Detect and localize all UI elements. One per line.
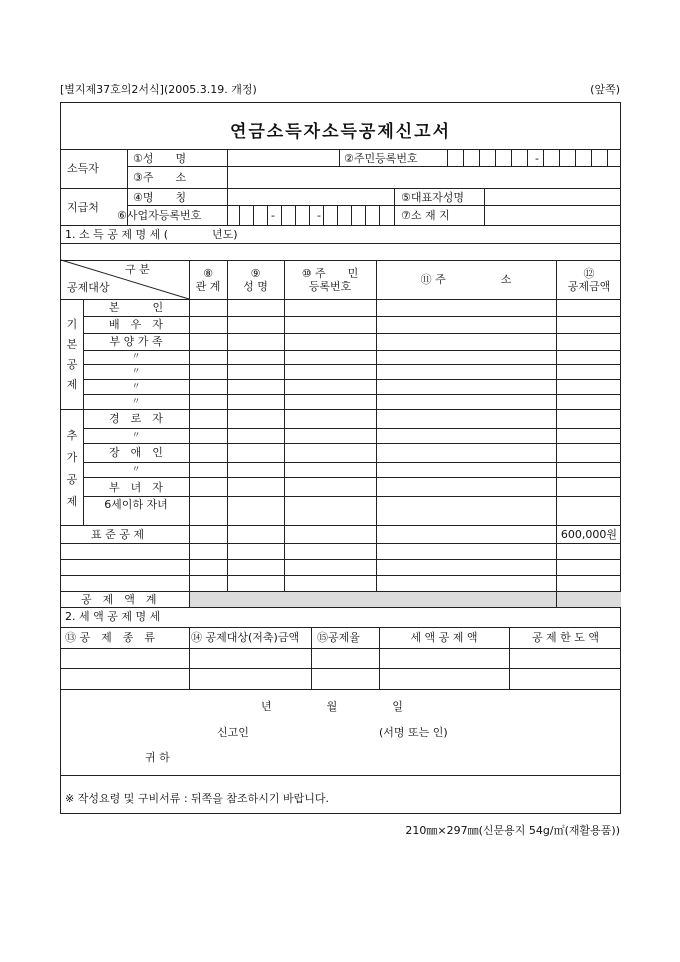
col-relation: ⑧ 관 계 bbox=[195, 267, 221, 293]
col-address: ⑪ 주 소 bbox=[420, 273, 512, 286]
location-label: ⑦소 재 지 bbox=[401, 209, 450, 222]
section1-title: 1. 소 득 공 제 명 세 ( 년도) bbox=[65, 228, 238, 241]
filer-label: 신고인 bbox=[217, 726, 249, 739]
representative-label: ⑤대표자성명 bbox=[401, 191, 464, 204]
address-label: ③주 소 bbox=[133, 171, 187, 184]
basic-deduction-group: 기 본 공 제 bbox=[66, 318, 78, 391]
row-ditto-5: 〃 bbox=[131, 431, 141, 441]
standard-deduction-label: 표 준 공 제 bbox=[91, 528, 144, 541]
filing-date: 년 월 일 bbox=[261, 700, 403, 713]
col-tax-credit: 세 액 공 제 액 bbox=[410, 631, 478, 644]
instructions-note: ※ 작성요령 및 구비서류 : 뒤쪽을 참조하시기 바랍니다. bbox=[65, 792, 330, 805]
business-number-label: ⑥사업자등록번호 bbox=[117, 209, 202, 222]
deduction-form bbox=[60, 102, 621, 814]
row-elderly: 경 로 자 bbox=[109, 412, 163, 425]
col-amount: ⑫ 공제금액 bbox=[567, 267, 611, 293]
col-savings-amount: ⑭ 공제대상(저축)금액 bbox=[191, 631, 300, 644]
row-ditto-6: 〃 bbox=[131, 465, 141, 475]
col-credit-limit: 공 제 한 도 액 bbox=[531, 631, 600, 644]
total-deduction-label: 공 제 액 계 bbox=[81, 593, 157, 606]
biz-dash-2: - bbox=[317, 209, 321, 222]
row-dependents: 부 양 가 족 bbox=[109, 335, 163, 348]
form-title: 연금소득자소득공제신고서 bbox=[229, 122, 452, 142]
col-resident-number: ⑩ 주 민 등록번호 bbox=[301, 267, 359, 293]
row-ditto-2: 〃 bbox=[131, 367, 141, 377]
row-disabled: 장 애 인 bbox=[109, 446, 163, 459]
row-self: 본 인 bbox=[108, 301, 164, 314]
col-person-name: ⑨ 성 명 bbox=[243, 267, 268, 293]
row-ditto-3: 〃 bbox=[131, 382, 141, 392]
col-target: 공제대상 bbox=[67, 281, 110, 294]
payer-label: 지급처 bbox=[67, 201, 99, 214]
income-earner-label: 소득자 bbox=[67, 162, 99, 175]
col-category: 구 분 bbox=[125, 263, 150, 276]
total-shaded-area bbox=[190, 592, 556, 607]
total-amount-cell bbox=[557, 592, 621, 607]
extra-deduction-group: 추 가 공 제 bbox=[66, 429, 78, 508]
row-spouse: 배 우 자 bbox=[109, 318, 163, 331]
payer-name-label: ④명 칭 bbox=[133, 191, 187, 204]
section2-title: 2. 세 액 공 제 명 세 bbox=[65, 610, 161, 623]
col-deduction-rate: ⑮공제율 bbox=[317, 631, 360, 644]
form-reference: [별지제37호의2서식](2005.3.19. 개정) bbox=[60, 83, 257, 96]
biz-dash-1: - bbox=[271, 209, 275, 222]
row-female-householder: 부 녀 자 bbox=[109, 481, 163, 494]
row-child-under-6: 6세이하 자녀 bbox=[104, 498, 168, 511]
standard-deduction-amount: 600,000원 bbox=[560, 528, 617, 541]
row-ditto-1: 〃 bbox=[131, 352, 141, 362]
rrn-label: ②주민등록번호 bbox=[344, 152, 418, 165]
name-label: ①성 명 bbox=[133, 152, 187, 165]
rrn-dash: - bbox=[535, 152, 539, 165]
col-deduction-type: ⑬ 공 제 종 류 bbox=[65, 631, 155, 644]
page-side-label: (앞쪽) bbox=[590, 83, 620, 96]
paper-spec: 210㎜×297㎜(신문용지 54g/㎡(재활용품)) bbox=[405, 824, 620, 837]
row-ditto-4: 〃 bbox=[131, 397, 141, 407]
addressee-label: 귀 하 bbox=[145, 751, 170, 764]
signature-label: (서명 또는 인) bbox=[379, 726, 448, 739]
